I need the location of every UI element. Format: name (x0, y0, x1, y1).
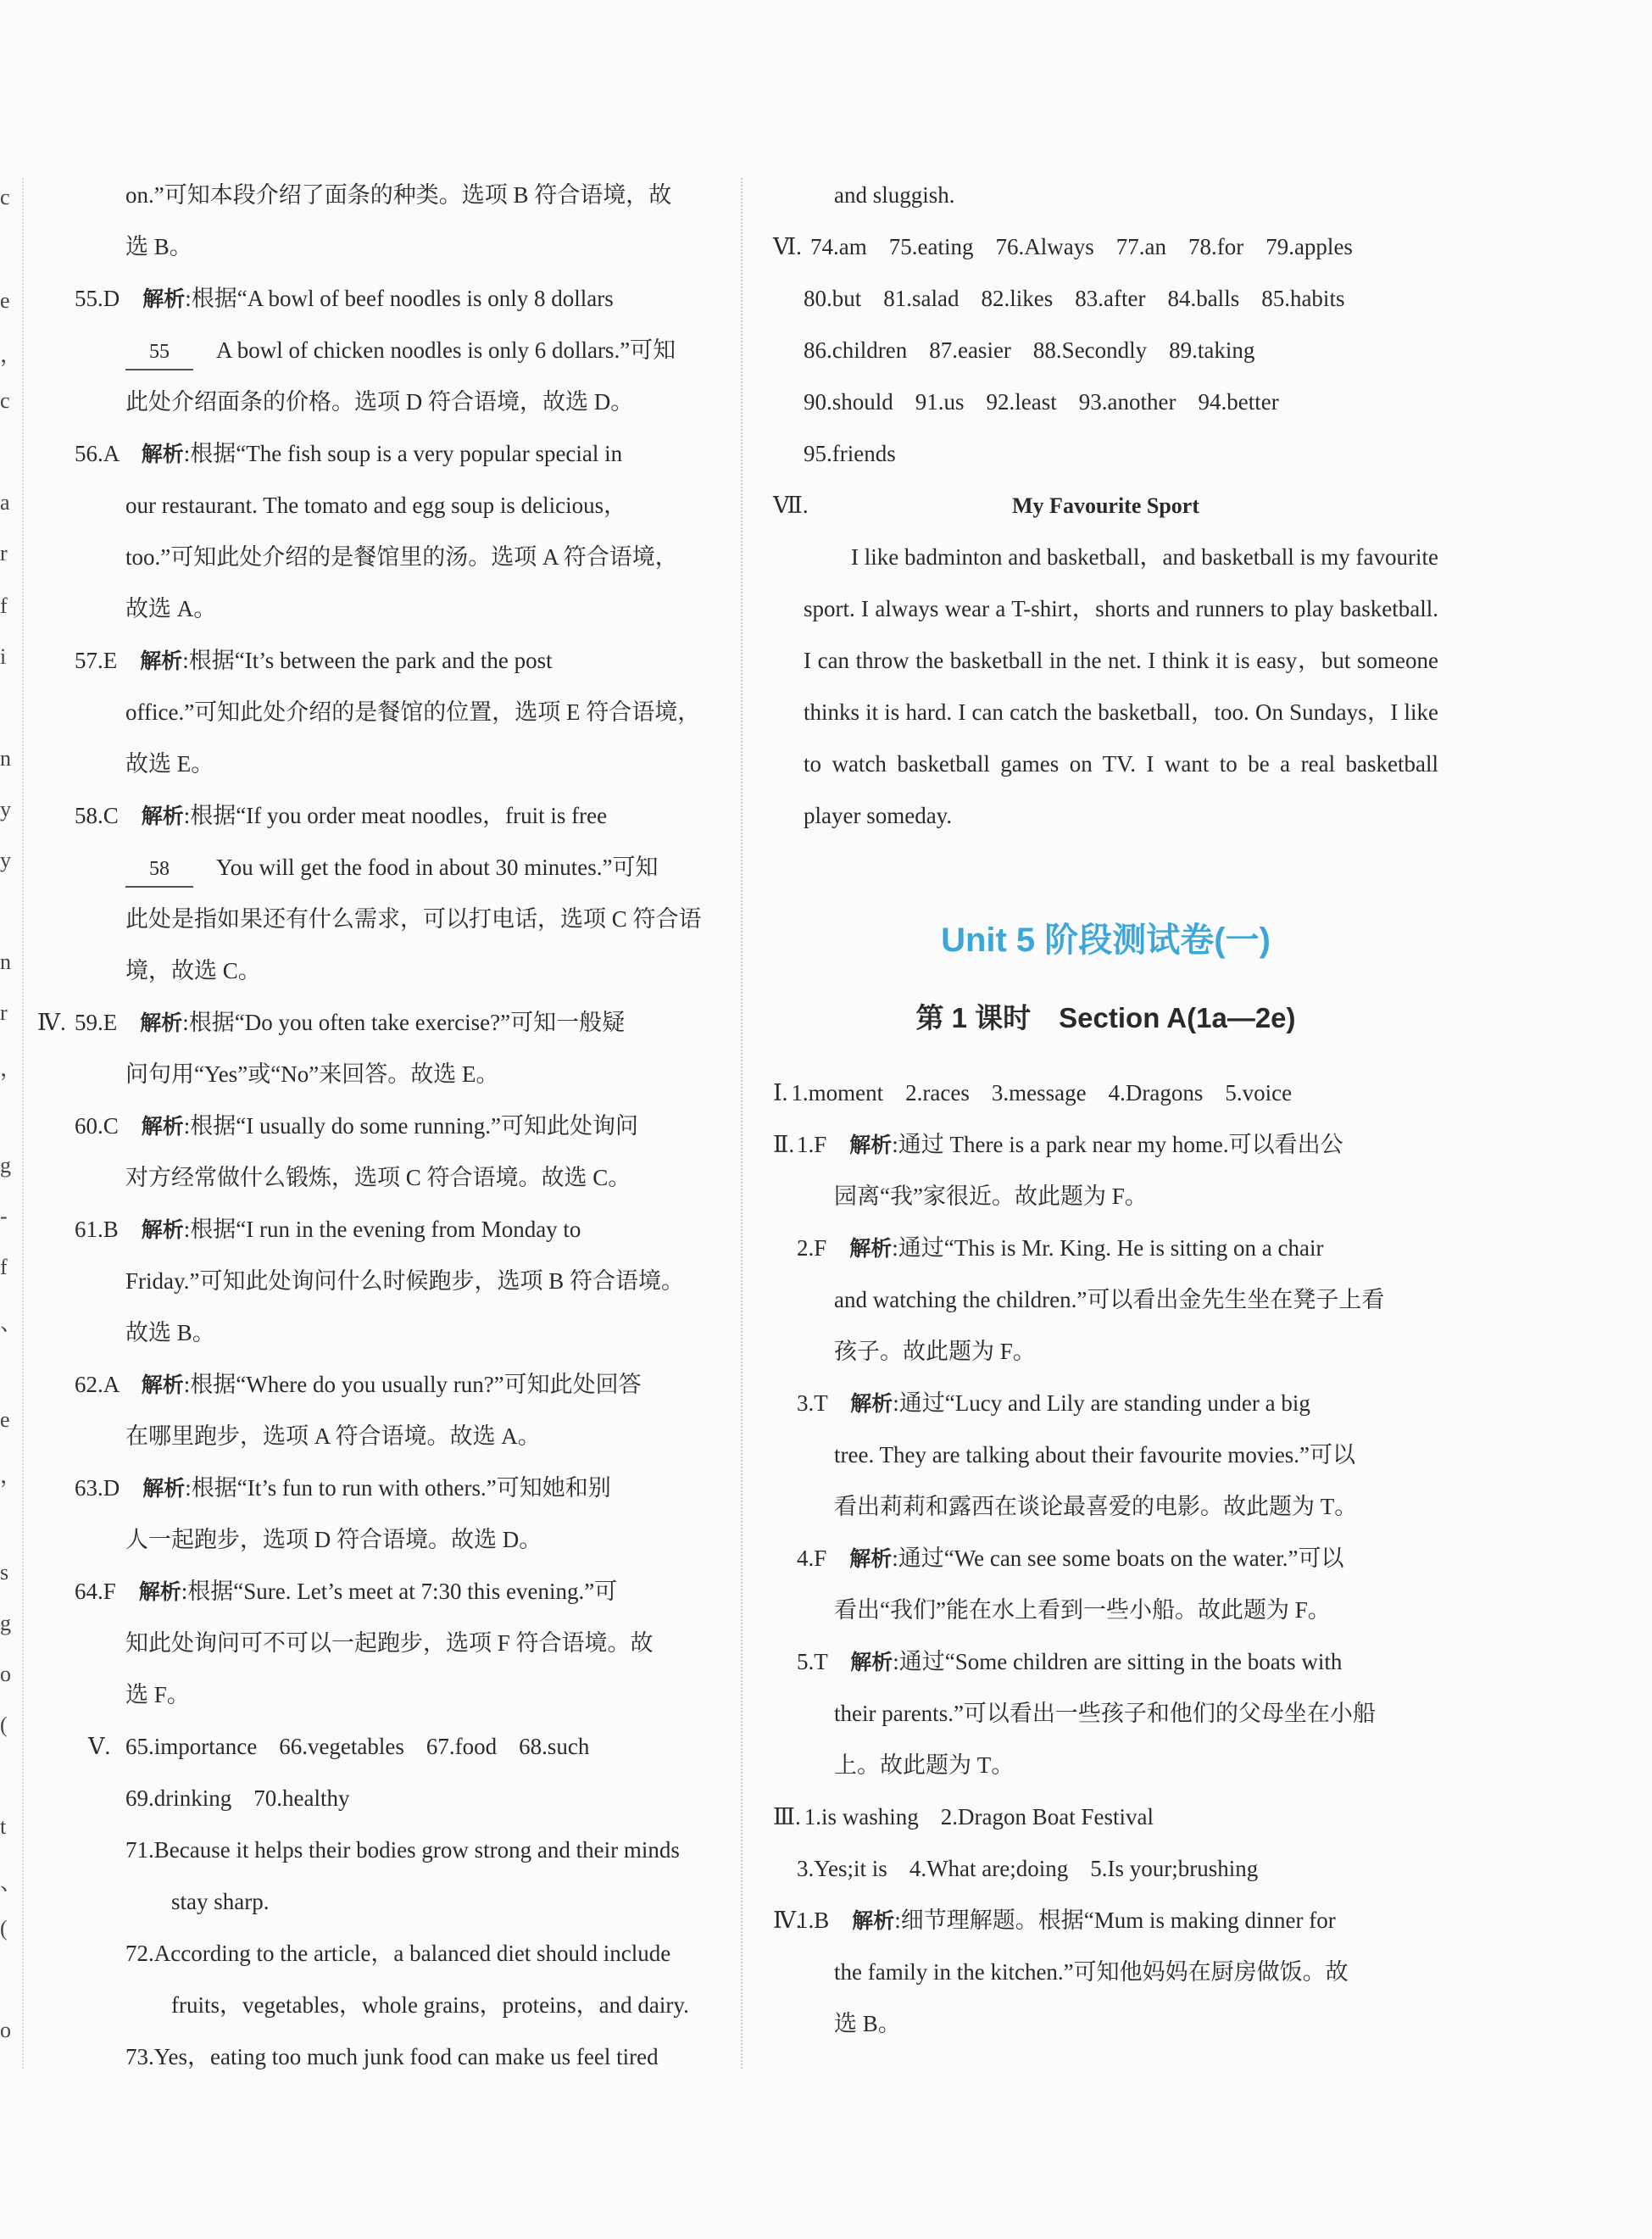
right-column (773, 170, 1438, 2050)
edge-glyph: n (0, 746, 11, 771)
answer-64: 64.F 解析:根据“Sure. Let’s meet at 7:30 this evening.”可 知此处询问可不可以一起跑步，选项 F 符合语境。故 选 F。 (75, 1579, 654, 1707)
edge-glyph: - (0, 1204, 8, 1228)
edge-glyph: t (0, 1814, 7, 1839)
answer-line: on.”可知本段介绍了面条的种类。选项 B 符合语境，故 (125, 182, 672, 208)
part-ii-1: Ⅱ. 1.F 解析:通过 There is a park near my home.可以看出公 园离“我”家很近。故此题为 F。 (773, 1119, 1438, 1223)
answer-line: 选 B。 (125, 234, 192, 259)
section-vi-row: 95.friends (804, 441, 896, 466)
edge-glyph: i (0, 644, 7, 669)
answer-58: 58.C 解析:根据“If you order meat noodles，fruit is free 58 You will get the food in about 30 minutes.”可知 此处是指如果还有什么需求，可以打电话，选项 C 符合语 境，故选 C。 (75, 803, 702, 983)
section-v-row: Ⅴ. 65.importance 66.vegetables 67.food 68.such (75, 1721, 727, 1773)
column-divider (741, 178, 743, 2069)
edge-glyph: f (0, 1255, 8, 1279)
section-v-row: 69.drinking 70.healthy (125, 1785, 350, 1811)
edge-glyph: a (0, 490, 10, 515)
answer-63: 63.D 解析:根据“It’s fun to run with others.”可知她和别 人一起跑步，选项 D 符合语境。故选 D。 (75, 1475, 611, 1552)
section-vii (773, 480, 1438, 842)
answer-72: 72.According to the article，a balanced diet should include fruits，vegetables，whole grains，proteins，and dairy. (125, 1941, 689, 2018)
edge-glyph: r (0, 541, 8, 565)
part-ii-label: Ⅱ. (773, 1132, 795, 1157)
part-ii-3: 3.T 解析:通过“Lucy and Lily are standing under a big tree. They are talking about their favourite movies.”可以 看出莉莉和露西在谈论最喜爱的电影。故此题为 T。 (797, 1390, 1358, 1519)
answer-57: 57.E 解析:根据“It’s between the park and the post office.”可知此处介绍的是餐馆的位置，选项 E 符合语境， 故选 E。 (75, 648, 701, 777)
edge-glyph: 、 (0, 1870, 23, 1895)
part-ii-4: 4.F 解析:通过“We can see some boats on the water.”可以 看出“我们”能在水上看到一些小船。故此题为 F。 (797, 1546, 1344, 1623)
answer-61: 61.B 解析:根据“I run in the evening from Monday to Friday.”可知此处询问什么时候跑步，选项 B 符合语境。 故选 B。 (75, 1217, 684, 1345)
unit-title: Unit 5 阶段测试卷(一) (941, 922, 1271, 959)
edge-glyph: r (0, 1000, 8, 1025)
part-ii-5: 5.T 解析:通过“Some children are sitting in the boats with their parents.”可以看出一些孩子和他们的父母坐在小船 上。故此题为 T。 (797, 1649, 1376, 1778)
left-margin-rule (22, 178, 24, 2069)
edge-glyph: e (0, 288, 10, 313)
part-ii-2: 2.F 解析:通过“This is Mr. King. He is sitting on a chair and watching the children.”可以看出金先生坐在凳子上看 孩子。故此题为 F。 (797, 1235, 1385, 1364)
edge-glyph: ( (0, 1916, 8, 1941)
part-iv-1: Ⅳ.1.B 解析:细节理解题。根据“Mum is making dinner for the family in the kitchen.”可知他妈妈在厨房做饭。故 选 B。 (773, 1895, 1438, 2050)
blank-58: 58 (125, 852, 193, 888)
essay-body: I like badminton and basketball，and basketball is my favourite sport. I always wear a T-shirt，shorts and runners to play basketball. I can throw the basketball in the net. I think it is easy，but someone thinks it is hard. I can catch the basketball，too. On Sundays，I like to watch basketball games on TV. I want to be a real basketball player someday. (804, 544, 1438, 828)
part-iii-row: Ⅲ. 1.is washing 2.Dragon Boat Festival (773, 1804, 1154, 1830)
edge-glyph: ， (0, 343, 23, 367)
section-v-label: Ⅴ. (88, 1734, 111, 1759)
section-vi-row: Ⅵ. 74.am 75.eating 76.Always 77.an 78.for 79.apples (773, 221, 1438, 273)
answer-60: 60.C 解析:根据“I usually do some running.”可知此处询问 对方经常做什么锻炼，选项 C 符合语境。故选 C。 (75, 1113, 638, 1190)
edge-glyph: y (0, 848, 11, 872)
section-vi-row: 86.children 87.easier 88.Secondly 89.taking (804, 337, 1255, 363)
answer-73: 73.Yes，eating too much junk food can make us feel tired (125, 2044, 659, 2069)
edge-glyph: n (0, 950, 11, 974)
part-iii-label: Ⅲ. (773, 1804, 801, 1830)
section-iv-label: Ⅳ. (37, 1010, 66, 1035)
edge-glyph: y (0, 797, 11, 822)
section-vi-label: Ⅵ. (773, 234, 802, 259)
edge-glyph: ， (0, 1056, 23, 1081)
edge-glyph: c (0, 185, 10, 209)
part-i-label: Ⅰ. (773, 1080, 788, 1106)
cropped-left-edge (0, 161, 23, 2077)
edge-glyph: ， (0, 1463, 23, 1488)
section-vi-row: 80.but 81.salad 82.likes 83.after 84.balls 85.habits (804, 286, 1345, 311)
edge-glyph: c (0, 388, 10, 413)
answer-62: 62.A 解析:根据“Where do you usually run?”可知此处回答 在哪里跑步，选项 A 符合语境。故选 A。 (75, 1372, 642, 1449)
answer-73-continued: and sluggish. (834, 182, 955, 208)
edge-glyph: e (0, 1407, 10, 1432)
part-i-row: Ⅰ. 1.moment 2.races 3.message 4.Dragons 5.voice (773, 1080, 1293, 1106)
answer-71: 71.Because it helps their bodies grow strong and their minds stay sharp. (125, 1837, 680, 1914)
edge-glyph: g (0, 1611, 11, 1635)
left-column (37, 170, 727, 2083)
answer-59: Ⅳ. 59.E 解析:根据“Do you often take exercise?”可知一般疑 问句用“Yes”或“No”来回答。故选 E。 (75, 997, 727, 1100)
part-iv-label: Ⅳ. (773, 1908, 802, 1933)
edge-glyph: o (0, 1662, 11, 1686)
edge-glyph: s (0, 1560, 9, 1585)
edge-glyph: g (0, 1153, 11, 1178)
section-vi-row: 90.should 91.us 92.least 93.another 94.better (804, 389, 1279, 415)
edge-glyph: o (0, 2018, 11, 2042)
answer-55: 55.D 解析:根据“A bowl of beef noodles is only 8 dollars 55 A bowl of chicken noodles is only 6 dollars.”可知 此处介绍面条的价格。选项 D 符合语境，故选 D。 (75, 286, 676, 415)
section-vii-label: Ⅶ. (773, 493, 809, 518)
part-iii-row: 3.Yes;it is 4.What are;doing 5.Is your;brushing (797, 1856, 1259, 1881)
answer-56: 56.A 解析:根据“The fish soup is a very popular special in our restaurant. The tomato and egg soup is delicious， too.”可知此处介绍的是餐馆里的汤。选项 A 符合语境， 故选 A。 (75, 441, 678, 621)
essay-title: My Favourite Sport (1012, 493, 1199, 518)
edge-glyph: ( (0, 1713, 8, 1737)
edge-glyph: f (0, 593, 8, 618)
edge-glyph: 、 (0, 1311, 23, 1335)
lesson-title: 第 1 课时 Section A(1a—2e) (915, 1002, 1296, 1033)
blank-55: 55 (125, 335, 193, 370)
